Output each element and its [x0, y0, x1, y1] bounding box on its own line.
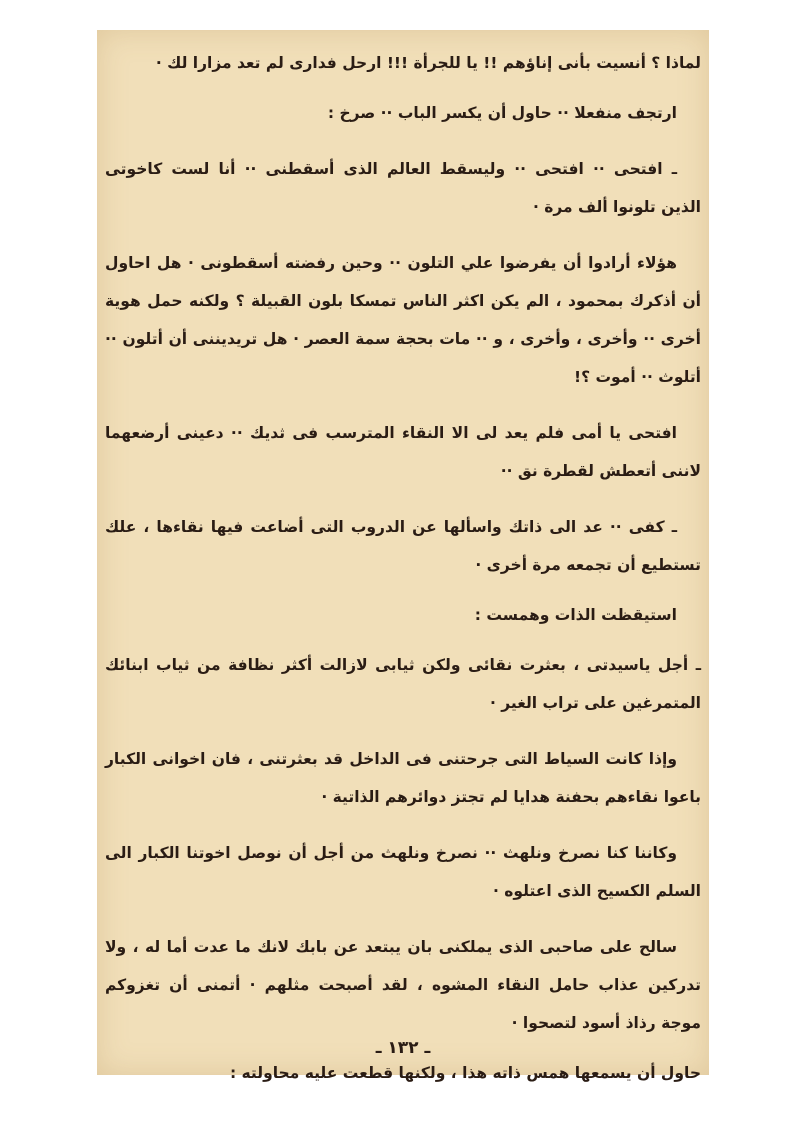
paragraph: ـ أجل ياسيدتى ، بعثرت نقائى ولكن ثيابى لازالت أكثر نظافة من ثياب ابنائك المتمرغين على تراب الغير ·	[105, 656, 701, 712]
paragraph: افتحى يا أمى فلم يعد لى الا النقاء المترسب فى ثديك ·· دعينى أرضعهما لاننى أتعطش لقطرة نق ··	[105, 424, 701, 480]
page-body	[97, 30, 709, 1082]
paragraph: ـ كفى ·· عد الى ذاتك واسألها عن الدروب التى أضاعت فيها نقاءها ، علك تستطيع أن تجمعه مرة أخرى ·	[105, 518, 701, 574]
paragraph: ارتجف منفعلا ·· حاول أن يكسر الباب ·· صرخ :	[327, 104, 677, 122]
paragraph: هؤلاء أرادوا أن يفرضوا علي التلون ·· وحين رفضته أسقطونى · هل احاول أن أذكرك بمحمود ، الم يكن اكثر الناس تمسكا بلون القبيلة ؟ ولكنه حمل هوية أخرى ·· وأخرى ، وأخرى ، و ·· مات بحجة سمة العصر · هل تريديننى أن أتلون ·· أتلوث ·· أموت ؟!	[105, 254, 701, 386]
paragraph: وكاننا كنا نصرخ ونلهث ·· نصرخ ونلهث من أجل أن نوصل اخوتنا الكبار الى السلم الكسيح الذى اعتلوه ·	[105, 844, 701, 900]
paragraph: وإذا كانت السياط التى جرحتنى فى الداخل قد بعثرتنى ، فان اخوانى الكبار باعوا نقاءهم بحفنة هدايا لم تجتز دوائرهم الذاتية ·	[105, 750, 701, 806]
paragraph: ـ افتحى ·· افتحى ·· وليسقط العالم الذى أسقطنى ·· أنا لست كاخوتى الذين تلونوا ألف مرة ·	[105, 160, 701, 216]
paragraph: استيقظت الذات وهمست :	[474, 606, 677, 624]
page-number: ـ ١٣٢ ـ	[375, 1038, 431, 1058]
paragraph: سالح على صاحبى الذى يملكنى بان يبتعد عن بابك لانك ما عدت أما له ، ولا تدركين عذاب حامل النقاء المشوه ، لقد أصبحت مثلهم · أتمنى أن تغزوكم موجة رذاذ أسود لتصحوا ·	[105, 938, 701, 1032]
paragraph: حاول أن يسمعها همس ذاته هذا ، ولكنها قطعت عليه محاولته :	[229, 1064, 701, 1082]
paragraph: لماذا ؟ أنسيت بأنى إناؤهم !! يا للجرأة !!! ارحل فدارى لم تعد مزارا لك ·	[155, 54, 701, 72]
book-page	[97, 30, 709, 1082]
